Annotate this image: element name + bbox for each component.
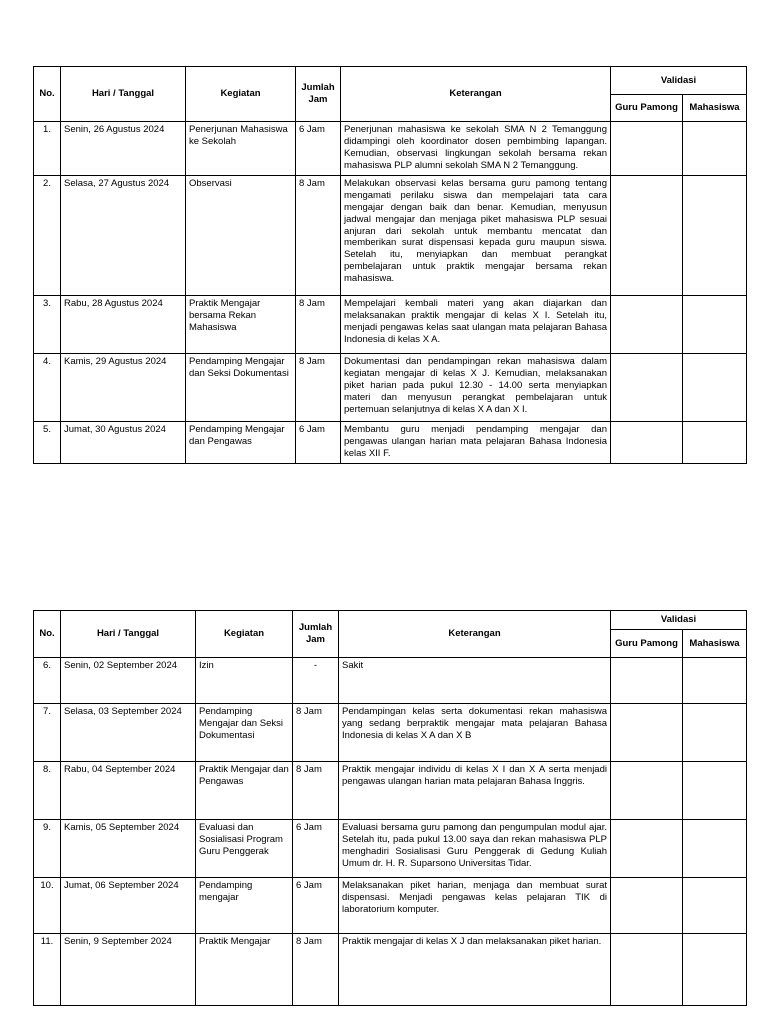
validation-mahasiswa-cell [683,878,747,934]
row-no: 10. [34,878,61,934]
row-activity: Praktik Mengajar dan Pengawas [196,762,293,820]
table-row [34,820,747,878]
row-notes: Penerjunan mahasiswa ke sekolah SMA N 2 Temanggung didampingi oleh koordinator dosen pembimbing lapangan. Kemudian, observasi lingkungan sekolah bersama rekan mahasiswa PLP alumni sekolah SMA N 2 Temanggung. [341,122,611,176]
row-hours: 8 Jam [293,934,339,1006]
header-date: Hari / Tanggal [61,67,186,122]
row-activity: Praktik Mengajar bersama Rekan Mahasiswa [186,296,296,354]
row-hours: 8 Jam [296,176,341,296]
table-row [34,296,747,354]
row-activity: Penerjunan Mahasiswa ke Sekolah [186,122,296,176]
validation-guru-cell [611,422,683,464]
row-date: Senin, 26 Agustus 2024 [61,122,186,176]
row-date: Jumat, 06 September 2024 [61,878,196,934]
row-no: 2. [34,176,61,296]
row-date: Kamis, 05 September 2024 [61,820,196,878]
row-notes: Membantu guru menjadi pendamping mengajar dan pengawas ulangan harian mata pelajaran Bahasa Indonesia kelas XII F. [341,422,611,464]
row-hours: - [293,658,339,704]
validation-guru-cell [611,658,683,704]
row-no: 3. [34,296,61,354]
row-notes: Mempelajari kembali materi yang akan diajarkan dan melaksanakan praktik mengajar di kelas X I. Setelah itu, menjadi pengawas kelas saat ulangan mata pelajaran Bahasa Indonesia di kelas X A. [341,296,611,354]
header-date: Hari / Tanggal [61,611,196,658]
row-activity: Praktik Mengajar [196,934,293,1006]
header-activity: Kegiatan [196,611,293,658]
row-hours: 6 Jam [293,820,339,878]
row-date: Senin, 9 September 2024 [61,934,196,1006]
row-no: 6. [34,658,61,704]
row-date: Rabu, 28 Agustus 2024 [61,296,186,354]
row-activity: Pendamping Mengajar dan Seksi Dokumentasi [186,354,296,422]
table-row [34,354,747,422]
row-date: Jumat, 30 Agustus 2024 [61,422,186,464]
table-row [34,704,747,762]
table-row [34,934,747,1006]
validation-guru-cell [611,934,683,1006]
table-row [34,176,747,296]
validation-mahasiswa-cell [683,422,747,464]
row-notes: Sakit [339,658,611,704]
row-date: Rabu, 04 September 2024 [61,762,196,820]
validation-mahasiswa-cell [683,296,747,354]
validation-guru-cell [611,176,683,296]
row-no: 5. [34,422,61,464]
validation-guru-cell [611,704,683,762]
row-hours: 6 Jam [296,422,341,464]
table-row [34,762,747,820]
header-no: No. [34,611,61,658]
header-hours: Jumlah Jam [293,611,339,658]
row-notes: Dokumentasi dan pendampingan rekan mahasiswa dalam kegiatan mengajar di kelas X J. Kemudian, melaksanakan piket harian pada pukul 12.30 - 14.00 serta menyiapkan materi dan menyusun perangkat pembelajaran untuk pertemuan selanjutnya di kelas X A dan X I. [341,354,611,422]
validation-guru-cell [611,354,683,422]
header-activity: Kegiatan [186,67,296,122]
row-notes: Melakukan observasi kelas bersama guru pamong tentang mengamati perilaku siswa dan mempelajari tata cara mengajar dengan baik dan benar. Kemudian, menyusun jadwal mengajar dan menjaga piket mahasiswa PLP sesuai anjuran dari sekolah untuk membantu mencatat dan memberikan surat dispensasi kepada guru maupun siswa. Setelah itu, menyiapkan dan membuat perangkat pembelajaran untuk praktik mengajar bersama rekan mahasiswa. [341,176,611,296]
validation-mahasiswa-cell [683,704,747,762]
row-notes: Pendampingan kelas serta dokumentasi rekan mahasiswa yang sedang berpraktik mengajar mata pelajaran Bahasa Indonesia di kelas X A dan X B [339,704,611,762]
validation-mahasiswa-cell [683,658,747,704]
row-hours: 6 Jam [296,122,341,176]
header-validation: Validasi [611,67,747,95]
table-row [34,878,747,934]
row-hours: 8 Jam [293,704,339,762]
header-notes: Keterangan [339,611,611,658]
table-row [34,422,747,464]
validation-guru-cell [611,820,683,878]
row-hours: 6 Jam [293,878,339,934]
header-mahasiswa: Mahasiswa [683,630,747,658]
row-notes: Praktik mengajar di kelas X J dan melaksanakan piket harian. [339,934,611,1006]
row-date: Selasa, 03 September 2024 [61,704,196,762]
activity-log-table-2 [33,610,747,1006]
validation-mahasiswa-cell [683,934,747,1006]
row-no: 9. [34,820,61,878]
row-date: Kamis, 29 Agustus 2024 [61,354,186,422]
row-date: Selasa, 27 Agustus 2024 [61,176,186,296]
header-no: No. [34,67,61,122]
validation-mahasiswa-cell [683,354,747,422]
header-mahasiswa: Mahasiswa [683,95,747,122]
row-hours: 8 Jam [296,354,341,422]
row-activity: Observasi [186,176,296,296]
row-hours: 8 Jam [293,762,339,820]
row-notes: Evaluasi bersama guru pamong dan pengumpulan modul ajar. Setelah itu, pada pukul 13.00 saya dan rekan mahasiswa PLP menghadiri Sosialisasi Guru Penggerak di Gedung Kuliah Umum dr. H. R. Suparsono Universitas Tidar. [339,820,611,878]
validation-mahasiswa-cell [683,122,747,176]
validation-mahasiswa-cell [683,820,747,878]
row-notes: Praktik mengajar individu di kelas X I dan X A serta menjadi pengawas ulangan harian mata pelajaran Bahasa Inggris. [339,762,611,820]
validation-guru-cell [611,762,683,820]
activity-log-table-1 [33,66,747,464]
validation-guru-cell [611,296,683,354]
row-activity: Pendamping mengajar [196,878,293,934]
row-activity: Pendamping Mengajar dan Seksi Dokumentasi [196,704,293,762]
row-no: 8. [34,762,61,820]
table-row [34,122,747,176]
header-guru-pamong: Guru Pamong [611,630,683,658]
header-hours: Jumlah Jam [296,67,341,122]
header-guru-pamong: Guru Pamong [611,95,683,122]
row-activity: Evaluasi dan Sosialisasi Program Guru Penggerak [196,820,293,878]
row-no: 7. [34,704,61,762]
row-activity: Pendamping Mengajar dan Pengawas [186,422,296,464]
row-no: 4. [34,354,61,422]
row-date: Senin, 02 September 2024 [61,658,196,704]
row-activity: Izin [196,658,293,704]
row-notes: Melaksanakan piket harian, menjaga dan membuat surat dispensasi. Menjadi pengawas kelas pelajaran TIK di laboratorium komputer. [339,878,611,934]
row-no: 11. [34,934,61,1006]
row-no: 1. [34,122,61,176]
validation-guru-cell [611,122,683,176]
validation-guru-cell [611,878,683,934]
table-row [34,658,747,704]
header-notes: Keterangan [341,67,611,122]
row-hours: 8 Jam [296,296,341,354]
validation-mahasiswa-cell [683,176,747,296]
header-validation: Validasi [611,611,747,630]
validation-mahasiswa-cell [683,762,747,820]
